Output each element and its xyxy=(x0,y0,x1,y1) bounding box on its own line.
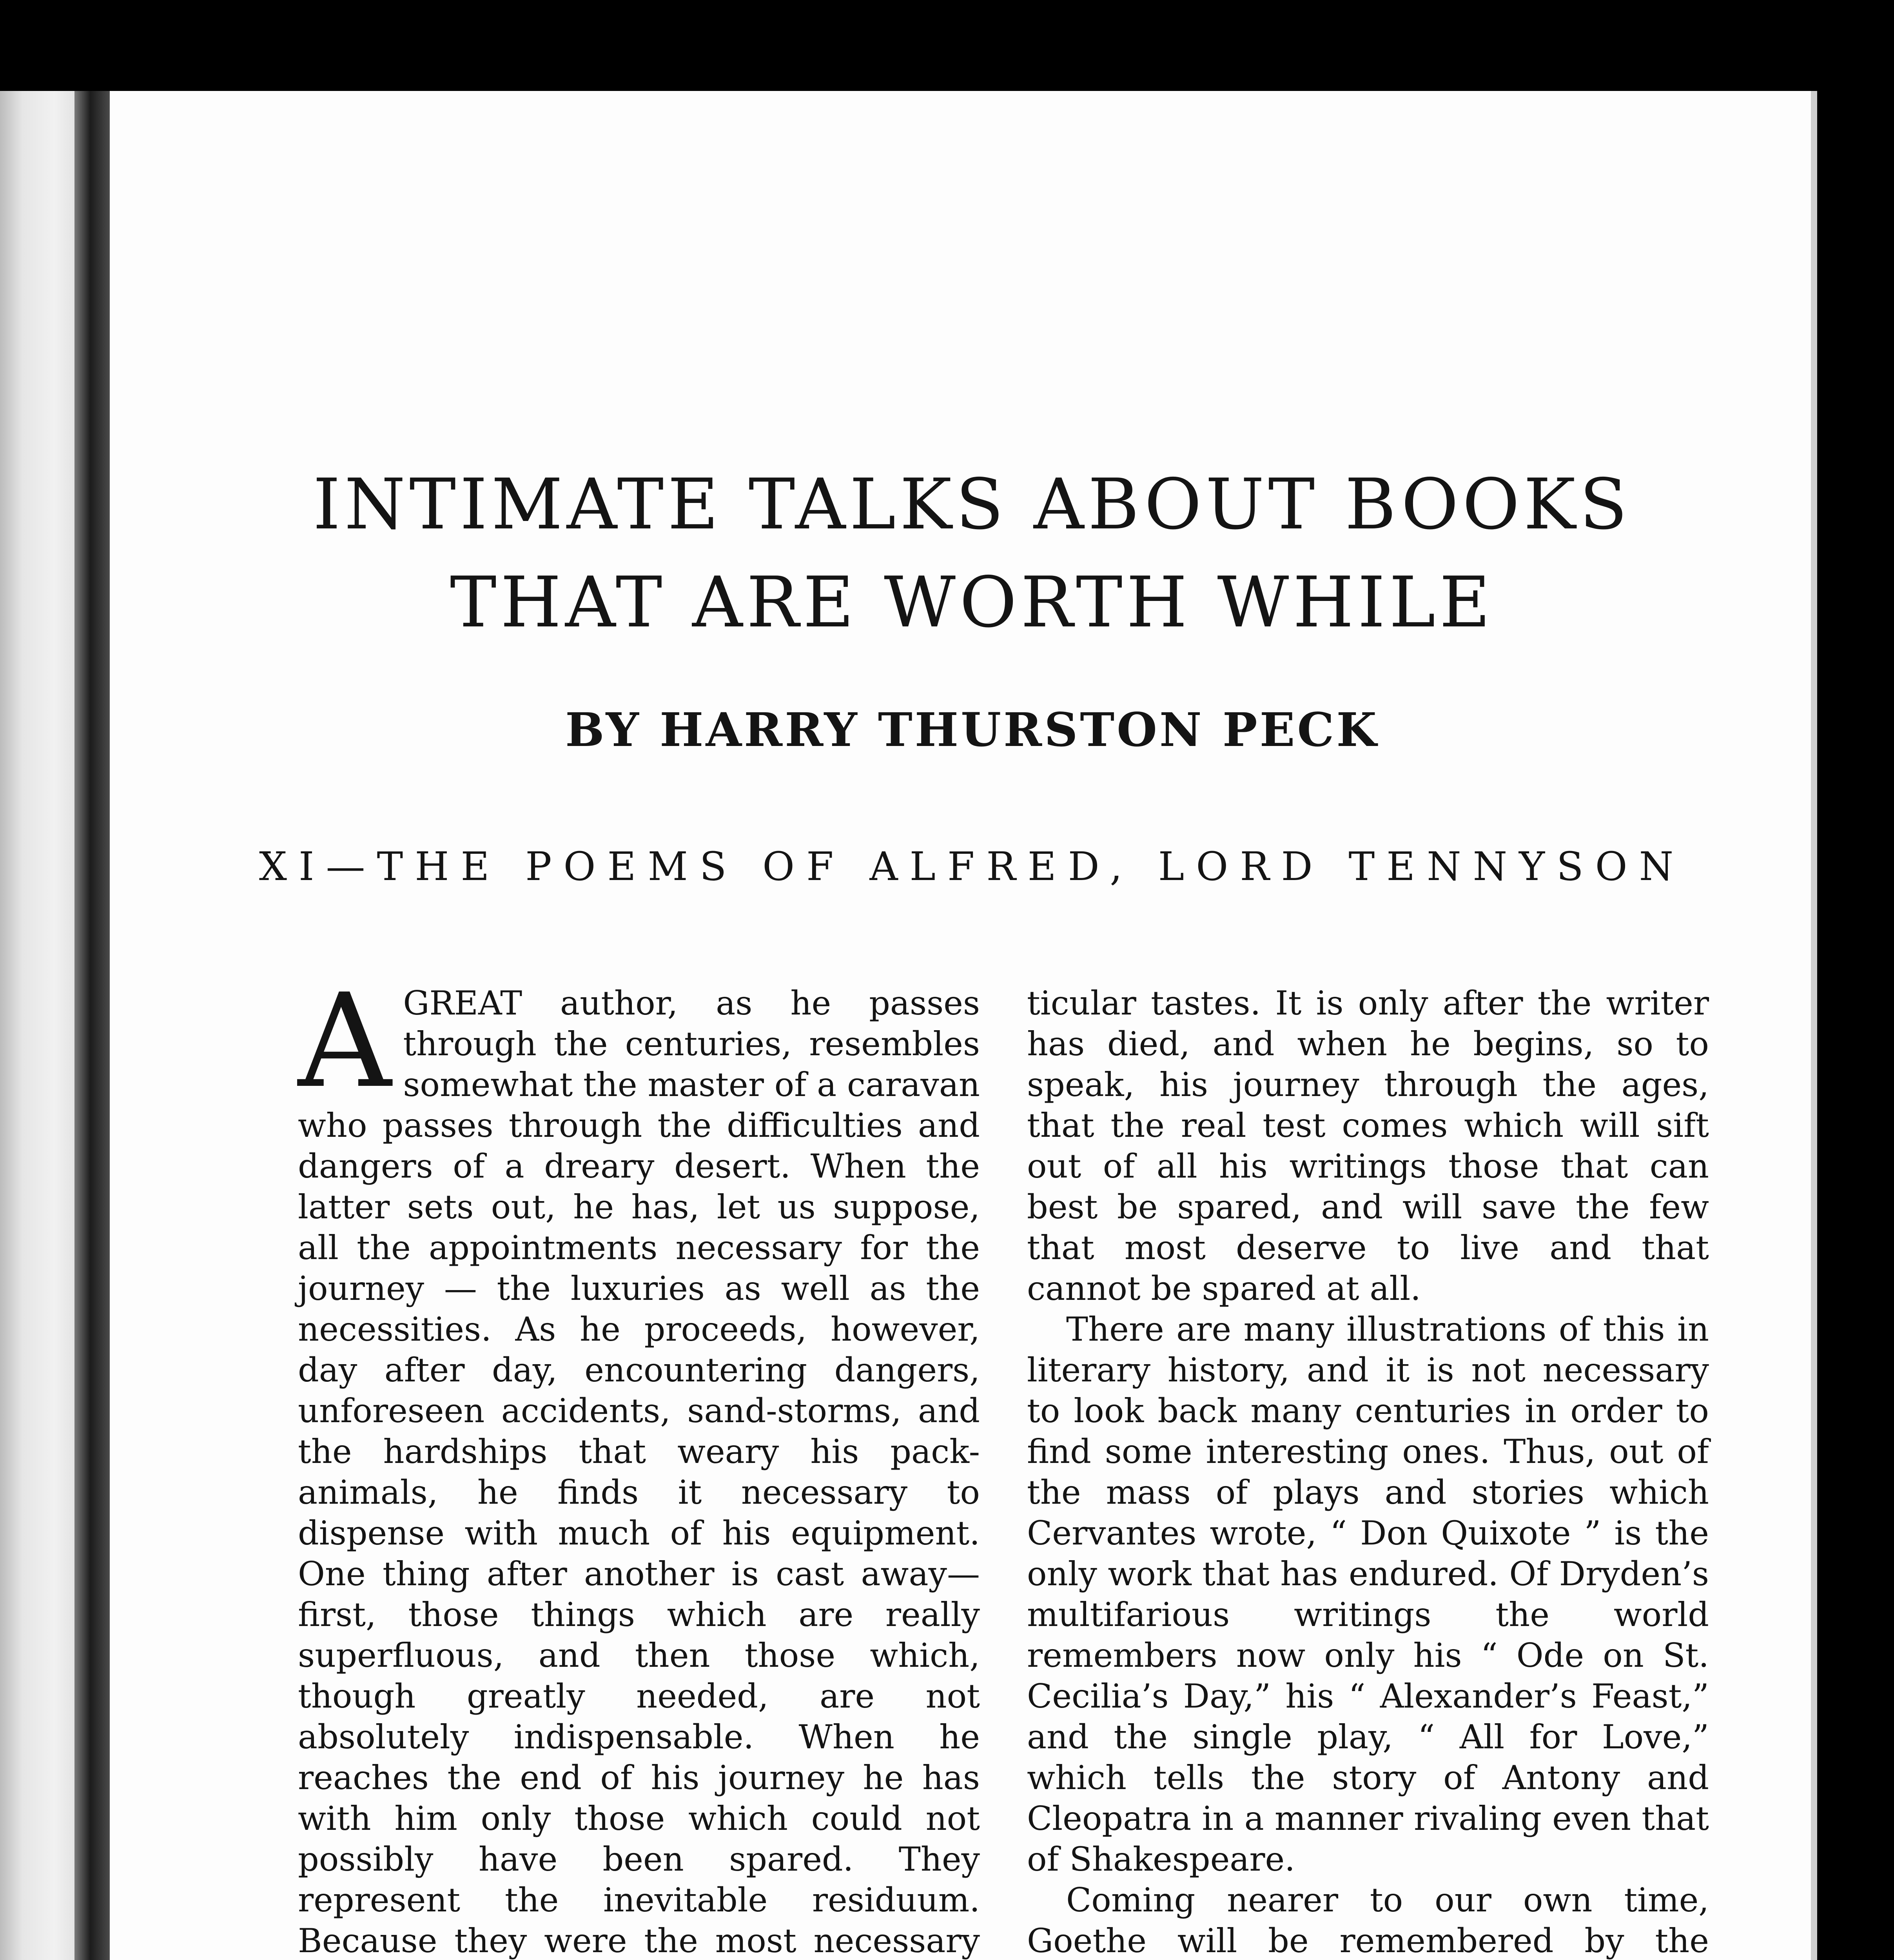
article-byline: BY HARRY THURSTON PECK xyxy=(565,702,1379,757)
book-spine-shadow xyxy=(74,91,110,1960)
paragraph xyxy=(298,966,980,1960)
drop-cap: A xyxy=(298,966,392,1116)
article-title xyxy=(188,456,1756,652)
article-subtitle: XI—THE POEMS OF ALFRED, LORD TENNYSON xyxy=(259,844,1685,889)
paragraph: Coming nearer to our own time, Goethe will be remembered by the xyxy=(1027,1881,1709,1960)
page-right-edge xyxy=(1811,91,1817,1960)
article-title-line-1: INTIMATE TALKS ABOUT BOOKS xyxy=(313,464,1631,545)
paragraph: There are many illustrations of this in literary history, and it is not necessary to look back many centuries in order to find some interesting ones. Thus, out of the mass of plays and stories which Cervantes wrote, “ Don Quixote ” is the only work that has endured. Of Dryden’s multifarious writings the world remembers now only his “ Ode on St. Cecilia’s Day,” his “ Alexander’s Feast,” and the single play, “ All for Love,” which tells the story of Antony and Cleopatra in a manner rivaling even that of Shakespeare. xyxy=(1027,1310,1709,1878)
text-column-left xyxy=(298,966,980,1960)
paragraph-text: GREAT author, as he passes through the centuries, resembles somewhat the master of a caravan who passes through the difficulties and dangers of a dreary desert. When the latter sets out, he has, let us suppose, all the appointments necessary for the journey — the luxuries as well as the necessities. As he proceeds, however, day after day, encountering dangers, unforeseen accidents, sand-storms, and the hardships that weary his pack-animals, he finds it necessary to dispense with much of his equipment. One thing after another is cast away—first, those things which are really superfluous, and then those which, though greatly needed, are not absolutely indispensable. When he reaches the end of his journey he has with him only those which could not possibly have been spared. They represent the inevitable residuum. Because they were the most necessary xyxy=(298,984,980,1960)
paragraph: ticular tastes. It is only after the writer has died, and when he begins, so to speak, his journey through the ages, that the real test comes which will sift out of all his writings those that can best be spared, and will save the few that most deserve to live and that cannot be spared at all. xyxy=(1027,984,1709,1308)
text-column-right xyxy=(1027,983,1709,1960)
article-title-line-2: THAT ARE WORTH WHILE xyxy=(450,562,1495,643)
magazine-page xyxy=(110,91,1817,1960)
